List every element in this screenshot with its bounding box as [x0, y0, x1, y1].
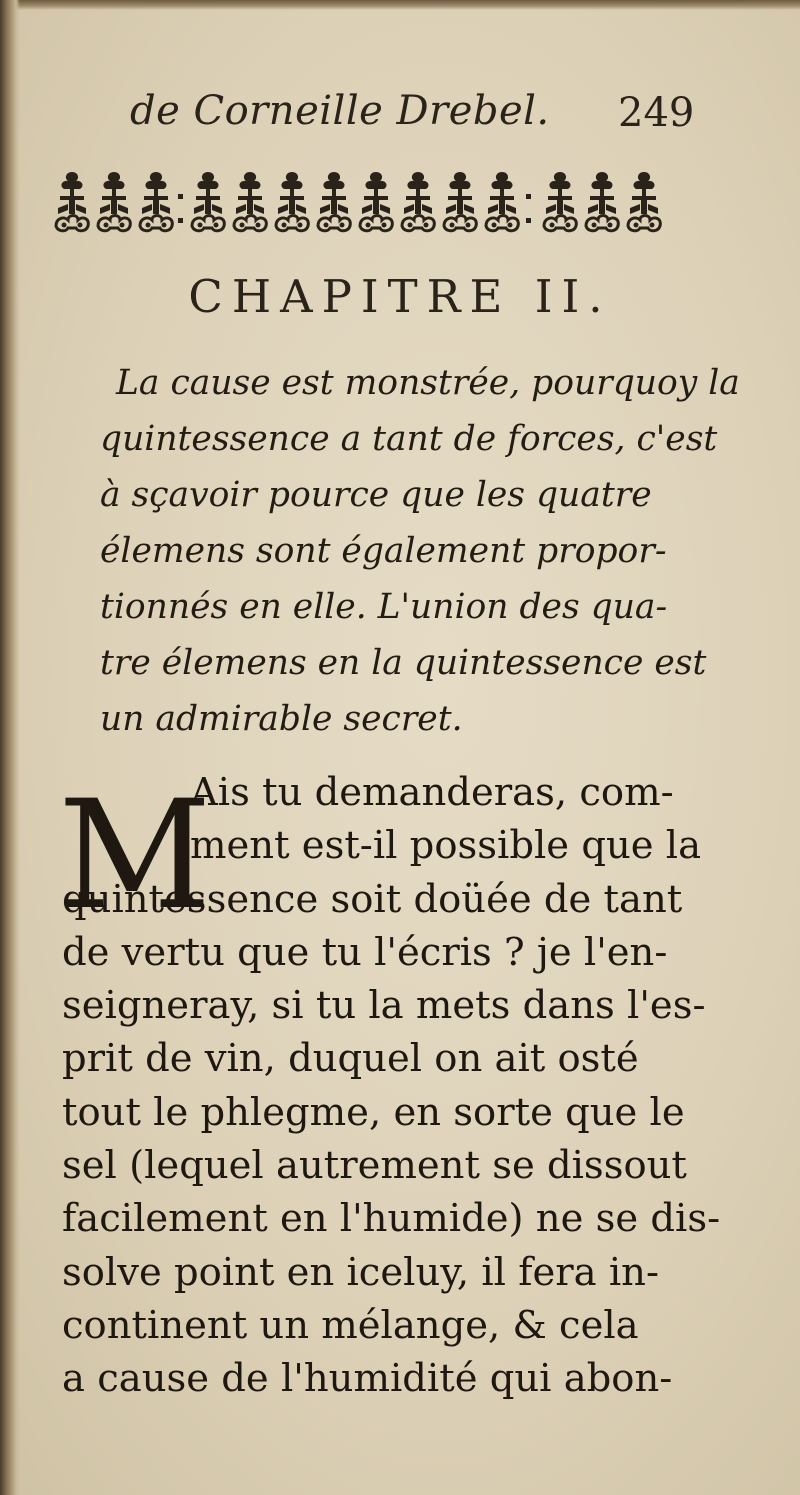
- page-number: 249: [618, 90, 695, 136]
- body-text: [62, 766, 742, 1406]
- body-line: sel (lequel autrement se dissout: [62, 1143, 687, 1189]
- summary-line: quintessence a tant de forces, c'est: [100, 419, 718, 459]
- body-line: de vertu que tu l'écris ? je l'en-: [62, 929, 668, 975]
- chapter-heading: CHAPITRE II.: [188, 270, 612, 323]
- summary-line: un admirable secret.: [100, 699, 463, 739]
- chapter-summary: [100, 355, 740, 747]
- body-line: ment est-il possible que la: [190, 823, 702, 869]
- summary-line: tre élemens en la quintessence est: [100, 643, 707, 683]
- summary-line: à sçavoir pource que les quatre: [100, 475, 652, 515]
- body-line: seigneray, si tu la mets dans l'es-: [62, 983, 706, 1029]
- running-title: de Corneille Drebel.: [130, 88, 550, 134]
- body-line: tout le phlegme, en sorte que le: [62, 1089, 685, 1135]
- body-line: solve point en iceluy, il fera in-: [62, 1249, 659, 1295]
- body-line: a cause de l'humidité qui abon-: [62, 1356, 673, 1402]
- body-line: Ais tu demanderas, com-: [190, 770, 674, 815]
- body-line: quintessence soit doüée de tant: [62, 876, 683, 922]
- body-line: facilement en l'humide) ne se dis-: [62, 1196, 721, 1242]
- fleuron-ornament-icon: [52, 160, 702, 248]
- body-line: prit de vin, duquel on ait osté: [62, 1036, 639, 1082]
- body-line: continent un mélange, & cela: [62, 1302, 639, 1348]
- summary-line: La cause est monstrée, pourquoy la: [116, 363, 740, 403]
- summary-line: élemens sont également propor-: [100, 531, 667, 571]
- summary-line: tionnés en elle. L'union des qua-: [100, 587, 668, 627]
- page-header: [130, 88, 710, 148]
- drop-cap: M: [58, 769, 212, 943]
- book-gutter: [0, 0, 20, 1495]
- page-top-edge: [0, 0, 800, 10]
